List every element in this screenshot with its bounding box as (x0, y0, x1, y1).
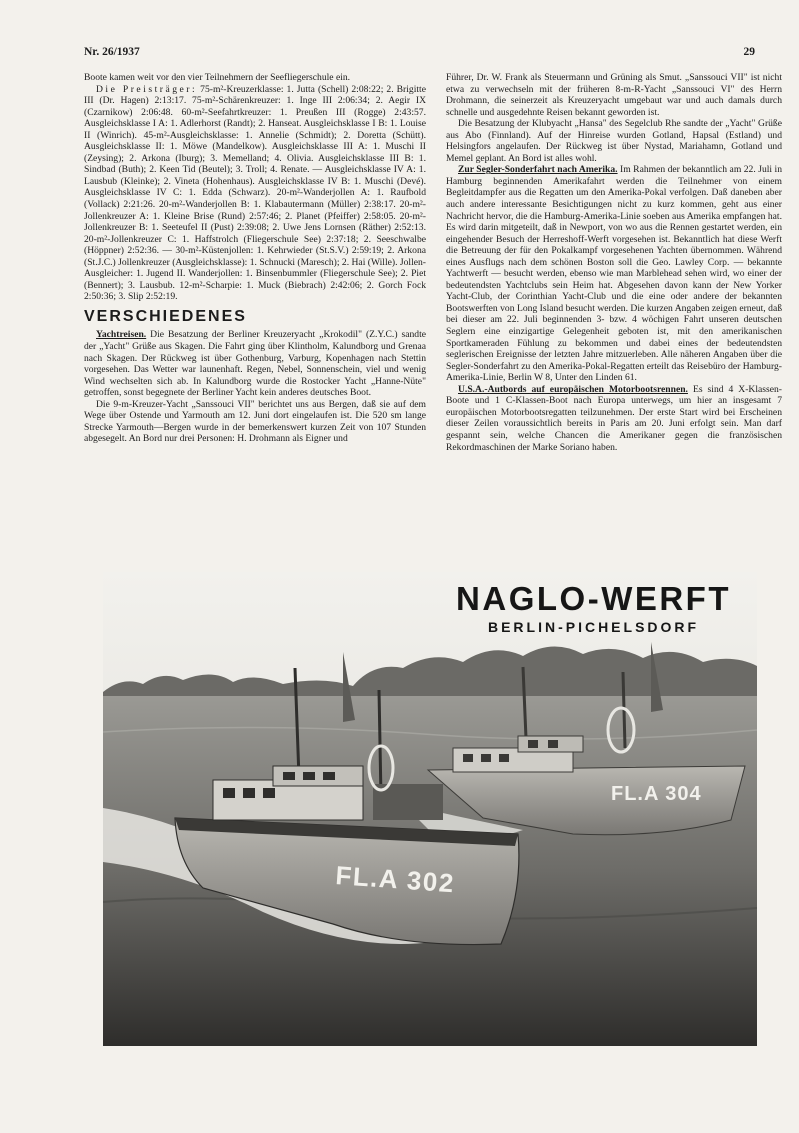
paragraph: Führer, Dr. W. Frank als Steuermann und Grüning als Smut. „Sanssouci VII" ist nicht etwa zu verwechseln mit der früheren 8-m-R-Yacht „Sanssouci VI" des Herrn Drohmann, die seinerzeit als Kreuzeryacht umgebaut war und auch damals durch schnelle und ausgedehnte Reisen bekannt geworden ist. (446, 72, 782, 118)
issue-number: Nr. 26/1937 (84, 46, 140, 58)
advert-brand-block (456, 580, 731, 635)
brand-location: BERLIN-PICHELSDORF (487, 619, 700, 635)
boat-back-label: FL.A 304 (611, 783, 702, 805)
left-column (84, 72, 426, 445)
paragraph-text: Es sind 4 X-Klassen-Boote und 1 C-Klassen-Boot nach Europa unterwegs, um hier an insgesamt 7 europäischen Motorbootsregatten teilzunehmen. Der erste Start wird bei Erscheinen dieser Zeilen voraussichtlich bereits in Paris am 20. Juni erfolgt sein. Man darf gespannt sein, welche Chancen die Amerikaner gegen die französischen Rekordmaschinen der Marke Soriano haben. (446, 383, 783, 453)
page-header (84, 46, 755, 62)
boat-photo (103, 572, 757, 1046)
paragraph-text: 75-m²-Kreuzerklasse: 1. Jutta (Schell) 2:08:22; 2. Brigitte III (Dr. Hagen) 2:13:17. 75-m²-Schärenkreuzer: 1. Inge III 2:06:34; 2. Aegir IX (Czarnikow) 2:06:48. 60-m²-Seefahrtkreuzer: 1. Preußen III (Rogge) 2:43:57. Ausgleichsklasse I A: 1. Adlerhorst (Randt); 2. Hanseat. Ausgleichsklasse I B: 1. Louise II (Winrich). 45-m²-Ausgleichsklasse: 1. Annelie (Schmidt); 2. Doretta (Schütt). Ausgleichsklasse II: 1. Möwe (Mandelkow). Ausgleichsklasse III A: 1. Muschi II (Zeysing); 2. Arkona (Iburg); 3. Memelland; 4. Olivia. Ausgleichsklasse III B: 1. Sindbad (Buth); 2. Keen Tid (Beutel); 3. Troll; 4. Renate. — Ausgleichsklasse IV A: 1. Lausbub (Kleinke); 2. Vineta (Hohenhaus). Ausgleichsklasse IV B: 1. Muschi (Devé). Ausgleichsklasse IV C: 1. Edda (Schwarz). 20-m²-Wanderjollen A: 1. Raufbold (Vollack) 2:21:26. 20-m²-Wanderjollen B: 1. Klabautermann (Müller) 2:38:17. 20-m²-Jollenkreuzer A: 1. Kleine Brise (Rund) 2:57:46; 2. Planet (Pfeiffer) 2:58:05. 20-m²-Jollenkreuzer B: 1. Seeteufel II (Pust) 2:39:08; 2. Uwe Jens Lornsen (Räther) 2:52:13. 20-m²-Jollenkreuzer C: 1. Haffstrolch (Fliegerschule See) 2:37:18; 2. Seeschwalbe (Höppner) 2:52:36. — 30-m²-Küstenjollen: 1. Kehrwieder (St.S.V.) 2:59:19; 2. Arkona (St.J.C.) Jollenkreuzer (Ausgleichsklasse): 1. Schnucki (Maresch); 2. Hai (Wille). Jollen-Ausgleicher: 1. Jugend II. Wanderjollen: 1. Binsenbummler (Fliegerschule See); 2. Piet (Bennert); 3. Lausbub. 12-m²-Scharpie: 1. Muck (Biebrach) 2:42:06; 2. Gorch Fock 2:50:36; 3. Slip 2:52:19. (84, 83, 426, 303)
paragraph: Die Besatzung der Klubyacht „Hansa" des Segelclub Rhe sandte der „Yacht" Grüße aus Abo (Finnland). Auf der Hinreise wurden Gotland, Hapsal (Estland) und Helsingfors angelaufen. Der Rückweg ist über Nystad, Mariahamn, Gotland und Memel geplant. An Bord ist alles wohl. (446, 118, 782, 164)
brand-name: NAGLO-WERFT (456, 580, 731, 617)
section-heading: VERSCHIEDENES (84, 307, 247, 325)
paragraph-lead: Zur Segler-Sonderfahrt nach Amerika. (458, 164, 618, 176)
advertisement (103, 572, 757, 1046)
paragraph (446, 164, 782, 383)
paragraph (446, 384, 782, 453)
paragraph-lead: Die Preisträger: (96, 83, 198, 95)
right-column (446, 72, 782, 453)
paragraph (84, 84, 426, 303)
paragraph-text: Im Rahmen der bekanntlich am 22. Juli in Hamburg beginnenden Amerikafahrt werden die Teilnehmer von einem Begleitdampfer aus die Regatten um den Amerika-Pokal verfolgen. Daß daneben aber auch andere interessante Besichtigungen nicht zu kurz kommen, geht aus einer Nachricht hervor, die die Hamburg-Amerika-Linie soeben aus Amerika empfangen hat. Es wird darin mitgeteilt, daß in Newport, von wo aus die Rennen gestartet werden, ein eingehender Besuch der Herreshoff-Werft vorgesehen ist. Bekanntlich hat diese Werft die Betreuung der für den Pokalkampf vorgesehenen Yachten übernommen. Während eines Ausflugs nach dem schönen Boston soll die Geo. Lawley Corp. — bekannte Yachtwerft — besucht werden, ebenso wie man Marblehead sehen wird, wo einer der bedeutendsten Yachtclubs sein Heim hat. Abgesehen davon kann der New Yorker Yacht-Club, der Corinthian Yacht-Club und die eine oder andere der bekannten Bootswerften von Long Island besucht werden. Die kurzen Angaben zeigen erneut, daß bei dieser am 22. Juli beginnenden 3- bzw. 4 wöchigen Fahrt unseren deutschen Seglern eine einzigartige Gelegenheit geboten ist, mit den amerikanischen Sportkameraden Fühlung zu bekommen und dabei eines der bedeutendsten seglerischen Ereignisse der letzten Jahre mitzuerleben. Alle näheren Angaben über die Segler-Sonderfahrt zu den Amerika-Pokal-Regatten erteilt das Reisebüro der Hamburg-Amerika-Linie, Berlin W 8, Unter den Linden 61. (446, 164, 783, 384)
paragraph-lead: Yachtreisen. (96, 329, 147, 341)
paragraph (84, 329, 426, 398)
paragraph-text: Die Besatzung der Berliner Kreuzeryacht „Krokodil" (Z.Y.C.) sandte der „Yacht" Grüße aus Skagen. Die Fahrt ging über Klintholm, Kalundborg und Grenaa nach Skagen. Der Rückweg ist über Gothenburg, Varburg, Kopenhagen nach Stettin vorgesehen. Das Wetter war launenhaft. Regen, Nebel, Sonnenschein, viel und wenig Wind wechselten sich ab. In Kalundborg wurde die Rostocker Yacht „Hanne-Nüte" getroffen, sonst begegnete der Berliner Yacht kein anderes deutsches Boot. (84, 329, 426, 399)
page-number: 29 (743, 46, 755, 58)
paragraph-lead: U.S.A.-Autbords auf europäischen Motorbootsrennen. (458, 383, 688, 395)
paragraph: Die 9-m-Kreuzer-Yacht „Sanssouci VII" berichtet uns aus Bergen, daß sie auf dem Wege über Ostende und Yarmouth am 12. Juni dort eingelaufen ist. Die 520 sm lange Strecke Yarmouth—Bergen wurde in der bemerkenswert kurzen Zeit von 107 Stunden abgesegelt. An Bord nur drei Personen: H. Drohmann als Eigner und (84, 398, 426, 445)
paragraph: Boote kamen weit vor den vier Teilnehmern der Seefliegerschule ein. (84, 72, 351, 83)
boat-front-label: FL.A 302 (334, 860, 456, 899)
